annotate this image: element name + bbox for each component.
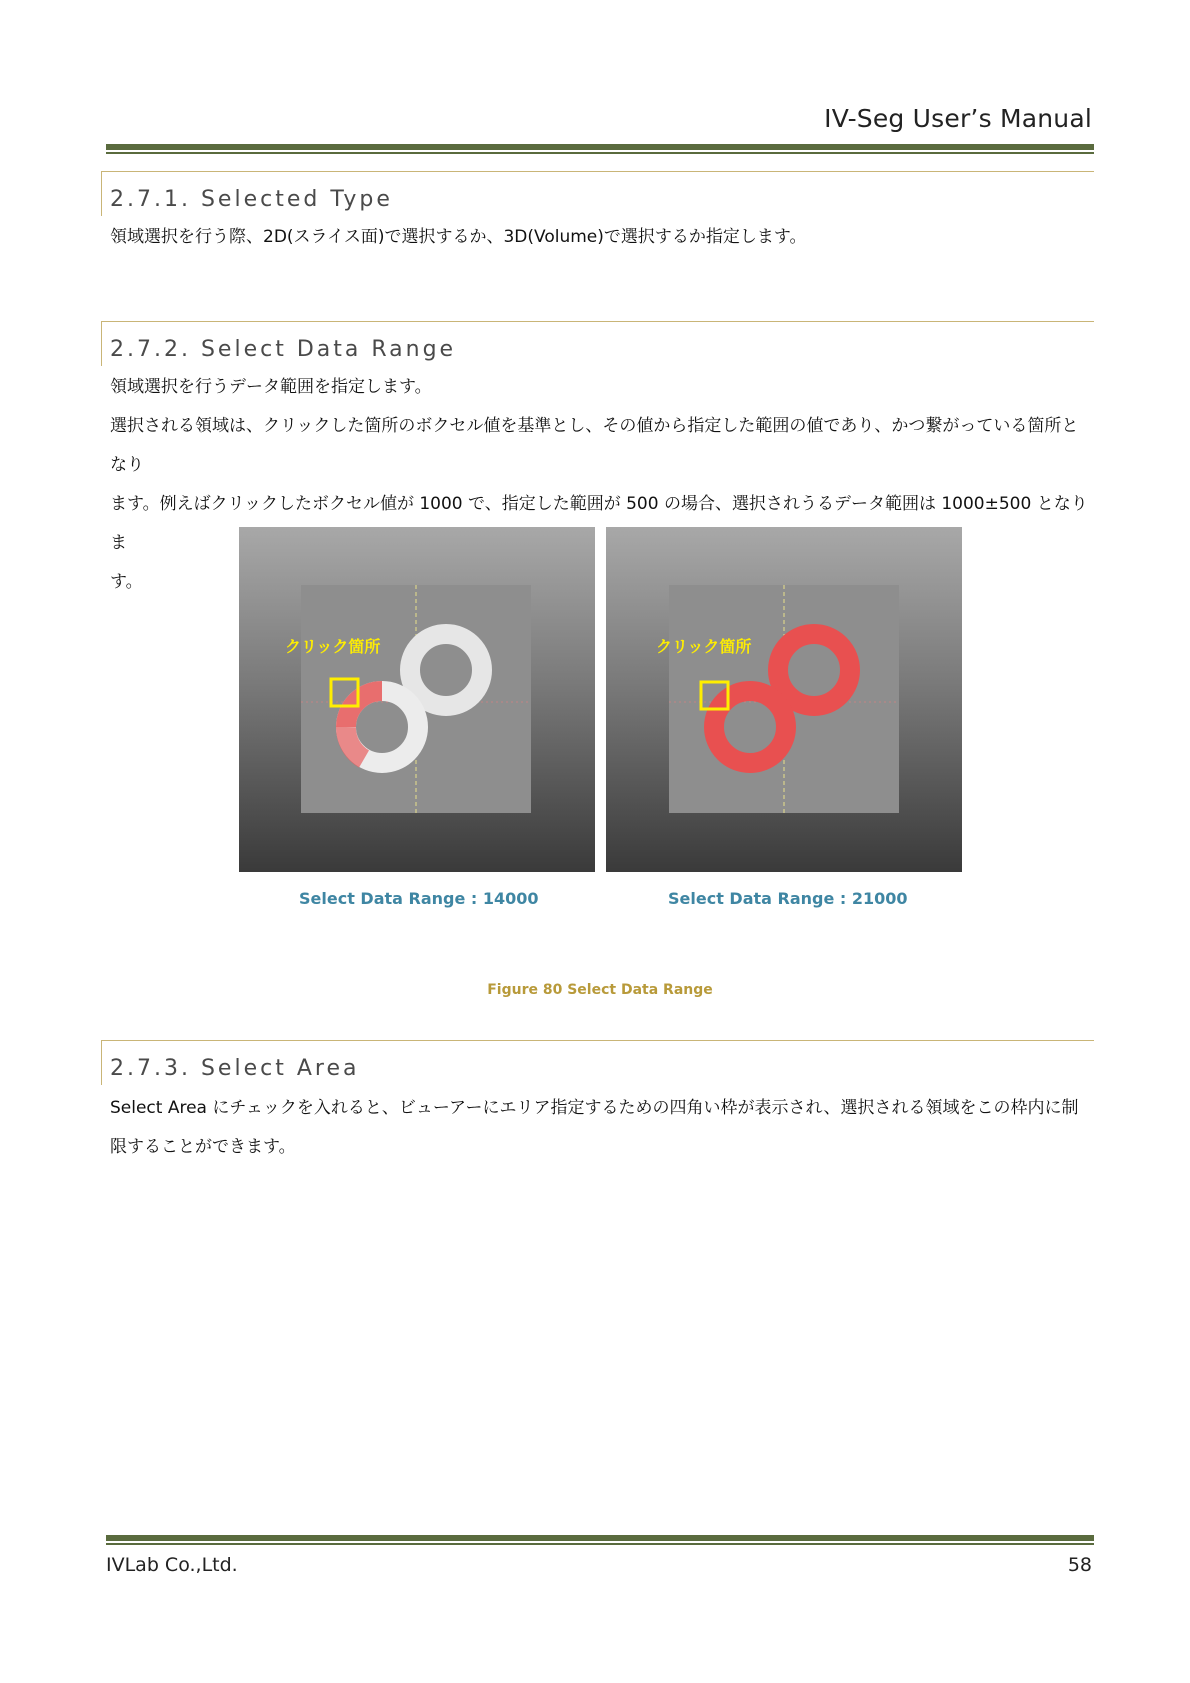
footer-rule [106,1535,1094,1545]
body-line: す。 [110,572,143,592]
section-2-7-2 [101,321,1094,366]
figure-image-right [606,527,962,872]
click-annotation: クリック箇所 [656,637,752,656]
image-caption-right: Select Data Range : 21000 [668,889,908,908]
section-body: 領域選択を行う際、2D(スライス面)で選択するか、3D(Volume)で選択するか指定します。 [110,227,807,247]
page-number: 58 [1067,1554,1092,1576]
section-2-7-3 [101,1040,1094,1085]
body-line: Select Area にチェックを入れると、ビューアーにエリア指定するための四角い枠が表示され、選択される領域をこの枠内に制 [110,1098,1079,1118]
image-caption-left: Select Data Range : 14000 [299,889,539,908]
body-line: ます。例えばクリックしたボクセル値が 1000 で、指定した範囲が 500 の場合、選択されうるデータ範囲は 1000±500 となりま [110,494,1088,553]
body-line: 限することができます。 [110,1137,296,1157]
figure-image-left [239,527,595,872]
ct-scan-image [606,527,962,872]
section-heading: 2.7.2. Select Data Range [110,337,457,362]
section-body [110,1089,1090,1167]
company-name: IVLab Co.,Ltd. [106,1554,238,1576]
header-rule [106,144,1094,154]
body-line: 領域選択を行うデータ範囲を指定します。 [110,377,432,397]
section-heading: 2.7.1. Selected Type [110,187,393,212]
section-heading: 2.7.3. Select Area [110,1056,360,1081]
ct-scan-image [239,527,595,872]
section-2-7-1 [101,171,1094,216]
click-annotation: クリック箇所 [285,637,381,656]
figure-caption: Figure 80 Select Data Range [487,982,713,998]
document-title: IV-Seg User’s Manual [824,104,1092,133]
body-line: 選択される領域は、クリックした箇所のボクセル値を基準とし、その値から指定した範囲の値であり、かつ繋がっている箇所となり [110,416,1079,475]
